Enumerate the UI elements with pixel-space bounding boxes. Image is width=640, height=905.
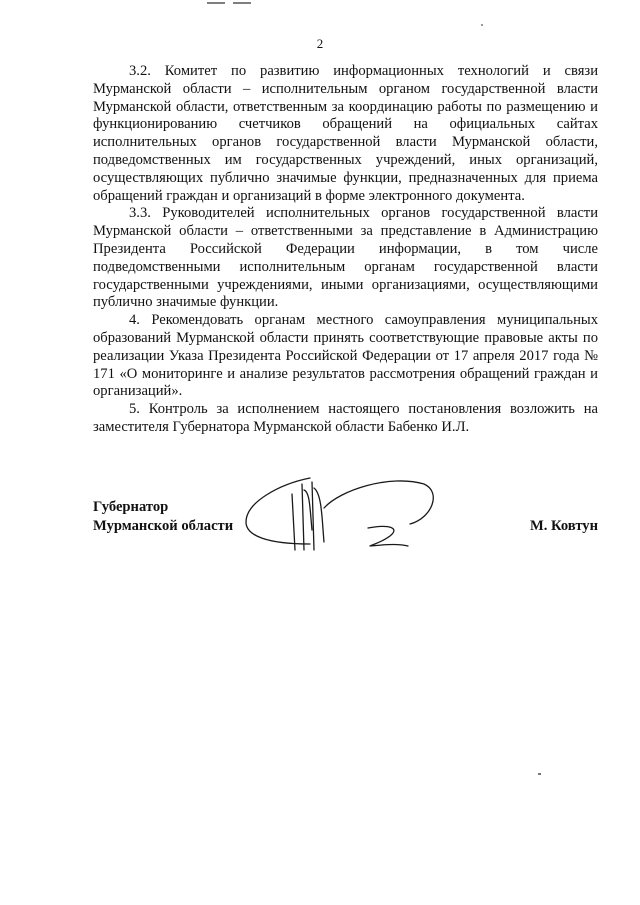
signatory-name: М. Ковтун <box>529 518 598 534</box>
signatory-title <box>93 498 233 536</box>
paragraph-3-2: 3.2. Комитет по развитию информационных технологий и связи Мурманской области – исполнительным органом государственной власти Мурманской области, ответственным за координацию работы по размещению и функционированию счетчиков обращений на официальных сайтах исполнительных органов государственной власти Мурманской области, подведомственных им государственных учреждений, иных организаций, осуществляющих публично значимые функции, предназначенных для приема обращений граждан и организаций в форме электронного документа. <box>93 63 598 204</box>
handwritten-signature <box>240 470 440 560</box>
document-body <box>93 63 598 437</box>
signatory-title-line2: Мурманской области <box>93 518 234 534</box>
scan-speck <box>538 773 541 775</box>
paragraph-4: 4. Рекомендовать органам местного самоуправления муниципальных образований Мурманской области принять соответствующие правовые акты по реализации Указа Президента Российской Федерации от 17 апреля 2017 года № 171 «О мониторинге и анализе результатов рассмотрения обращений граждан и организаций». <box>93 312 598 400</box>
signatory-title-line1: Губернатор <box>93 499 169 515</box>
paragraph-5: 5. Контроль за исполнением настоящего постановления возложить на заместителя Губернатора Мурманской области Бабенко И.Л. <box>93 401 598 435</box>
paragraph-3-3: 3.3. Руководителей исполнительных органов государственной власти Мурманской области – ответственными за представление в Администрацию Президента Российской Федерации информации, в том числе подведомственными исполнительным органам государственной власти государственными учреждениями, иными организациями, осуществляющими публично значимые функции. <box>93 205 598 311</box>
scan-speck <box>481 24 483 26</box>
page-number: 2 <box>316 36 324 51</box>
scan-mark-top <box>205 0 255 6</box>
